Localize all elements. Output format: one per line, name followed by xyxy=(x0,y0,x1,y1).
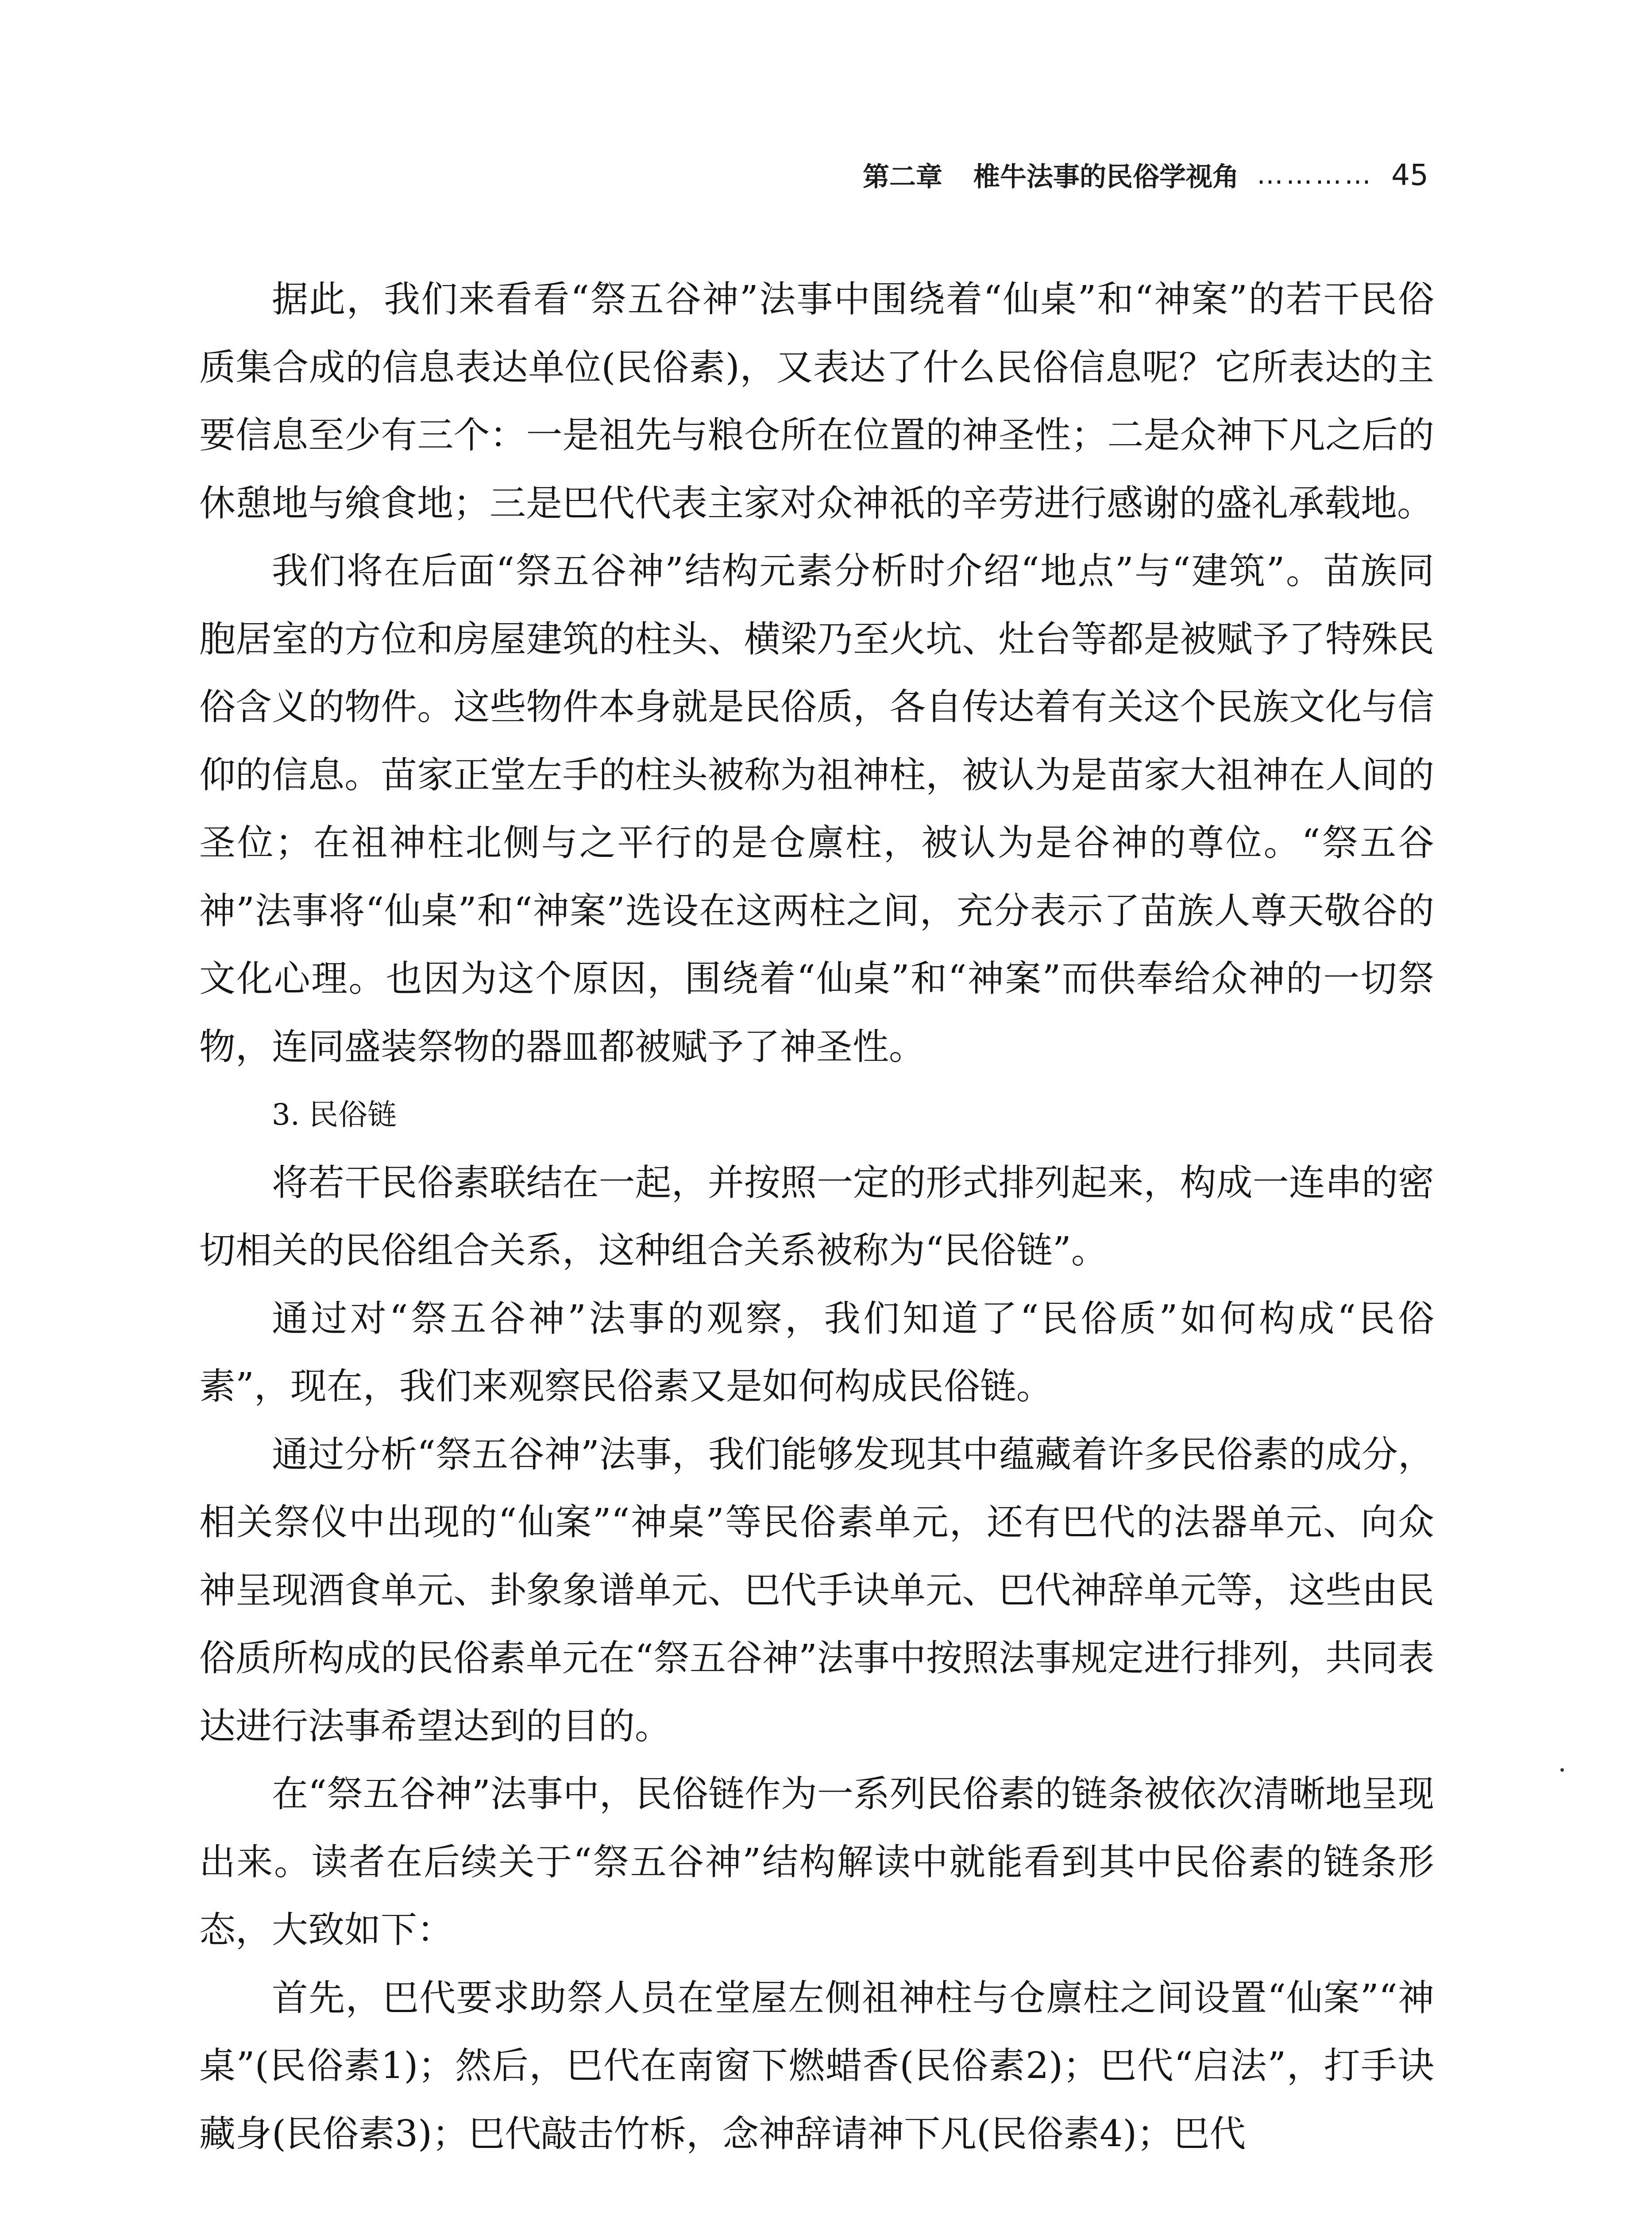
page-number: 45 xyxy=(1391,158,1428,192)
chapter-title: 椎牛法事的民俗学视角 xyxy=(973,162,1239,193)
chapter-label: 第二章 xyxy=(863,162,943,193)
scan-speck xyxy=(1560,1768,1564,1772)
paragraph-4: 通过对“祭五谷神”法事的观察，我们知道了“民俗质”如何构成“民俗素”，现在，我们来观察民俗素又是如何构成民俗链。 xyxy=(199,1297,1434,1407)
paragraph-1: 据此，我们来看看“祭五谷神”法事中围绕着“仙桌”和“神案”的若干民俗质集合成的信息表达单位(民俗素)，又表达了什么民俗信息呢？它所表达的主要信息至少有三个：一是祖先与粮仓所在位置的神圣性；二是众神下凡之后的休憩地与飨食地；三是巴代代表主家对众神祇的辛劳进行感谢的盛礼承载地。 xyxy=(199,278,1434,524)
paragraph-2: 我们将在后面“祭五谷神”结构元素分析时介绍“地点”与“建筑”。苗族同胞居室的方位和房屋建筑的柱头、横梁乃至火坑、灶台等都是被赋予了特殊民俗含义的物件。这些物件本身就是民俗质，各自传达着有关这个民族文化与信仰的信息。苗家正堂左手的柱头被称为祖神柱，被认为是苗家大祖神在人间的圣位；在祖神柱北侧与之平行的是仓廪柱，被认为是谷神的尊位。“祭五谷神”法事将“仙桌”和“神案”选设在这两柱之间，充分表示了苗族人尊天敬谷的文化心理。也因为这个原因，围绕着“仙桌”和“神案”而供奉给众神的一切祭物，连同盛装祭物的器皿都被赋予了神圣性。 xyxy=(199,550,1434,1068)
section-heading: 3. 民俗链 xyxy=(272,1098,397,1132)
header-leader: ………… xyxy=(1257,159,1374,190)
body-text xyxy=(199,266,1434,2168)
paragraph-3: 将若干民俗素联结在一起，并按照一定的形式排列起来，构成一连串的密切相关的民俗组合关系，这种组合关系被称为“民俗链”。 xyxy=(199,1161,1434,1272)
paragraph-7: 首先，巴代要求助祭人员在堂屋左侧祖神柱与仓廪柱之间设置“仙案”“神桌”(民俗素1)；然后，巴代在南窗下燃蜡香(民俗素2)；巴代“启法”，打手诀藏身(民俗素3)；巴代敲击竹柝，念神辞请神下凡(民俗素4)；巴代 xyxy=(199,1977,1434,2155)
paragraph-5: 通过分析“祭五谷神”法事，我们能够发现其中蕴藏着许多民俗素的成分，相关祭仪中出现的“仙案”“神桌”等民俗素单元，还有巴代的法器单元、向众神呈现酒食单元、卦象象谱单元、巴代手诀单元、巴代神辞单元等，这些由民俗质所构成的民俗素单元在“祭五谷神”法事中按照法事规定进行排列，共同表达进行法事希望达到的目的。 xyxy=(199,1433,1434,1747)
running-header xyxy=(863,150,1428,199)
paragraph-6: 在“祭五谷神”法事中，民俗链作为一系列民俗素的链条被依次清晰地呈现出来。读者在后续关于“祭五谷神”结构解读中就能看到其中民俗素的链条形态，大致如下： xyxy=(199,1773,1434,1951)
